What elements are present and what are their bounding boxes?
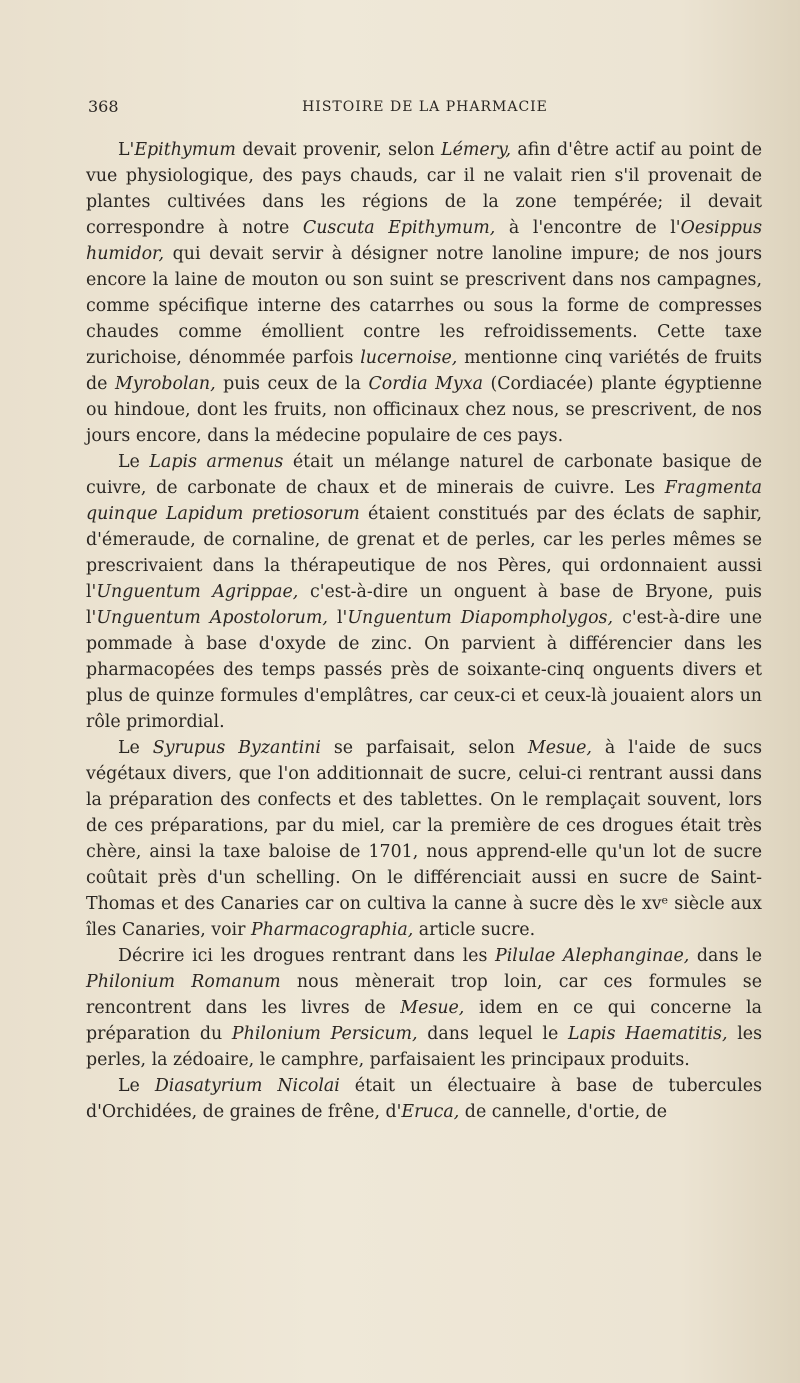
italic-term: Unguentum Diapompholygos, [347,608,613,628]
text-run: les perles, la zédoaire, le camphre, parfaisaient les principaux produits. [86,1024,763,1070]
italic-term: Cuscuta Epithymum, [302,218,496,238]
text-run: c'est-à-dire un onguent à base de Bryone, puis l' [86,582,762,628]
text-run: étaient constitués par des éclats de saphir, d'émeraude, de cornaline, de grenat et de perles, car les perles mêmes se prescrivaient dans la thérapeutique de nos Pères, qui ordonnaient aussi l' [86,504,762,602]
text-run: c'est-à-dire une pommade à base d'oxyde de zinc. On parvient à différencier dans les pharmacopées des temps passés près de soixante-cinq onguents divers et plus de quinze formules d'emplâtres, car ceux-ci et ceux-là jouaient alors un rôle primordial. [86,608,762,732]
paragraph-4 [86,943,762,1073]
paragraph-5 [86,1073,762,1125]
italic-term: Unguentum Apostolorum, [96,608,328,628]
page-number: 368 [88,97,119,116]
text-run: dans le [689,946,763,966]
text-run: Le [118,738,153,758]
text-run: afin d'être actif au point de vue physiologique, des pays chauds, car il ne valait rien s'il provenait de plantes cultivées dans les régions de la zone tempérée; il devait correspondre à notre [86,140,763,238]
italic-term: Mesue, [400,998,465,1018]
italic-term: Lapis armenus [149,452,284,472]
text-run: idem en ce qui concerne la préparation du [86,998,762,1044]
text-run: l' [327,608,348,628]
paragraph-1 [86,137,762,449]
text-run: à l'encontre de l' [495,218,681,238]
text-run: L' [118,140,135,160]
paragraph-3 [86,735,762,943]
text-run: à l'aide de sucs végétaux divers, que l'on additionnait de sucre, celui-ci rentrant aussi dans la préparation des confects et des tablettes. On le remplaçait souvent, lors de ces préparations, par du miel, car la première de ces drogues était très chère, ainsi la taxe baloise de 1701, nous apprend-elle qu'un lot de sucre coûtait près d'un schelling. On le différenciait aussi en sucre de Saint-Thomas et des Canaries car on cultiva la canne à sucre dès le xvᵉ siècle aux îles Canaries, voir [86,738,763,940]
italic-term: Eruca, [401,1102,460,1122]
paragraph-2 [86,449,762,735]
text-run: Le [118,452,150,472]
italic-term: Lapis Haematitis, [568,1024,728,1044]
text-run: mentionne cinq variétés de fruits de [86,348,762,394]
italic-term: Lémery, [441,140,511,160]
text-run: dans lequel le [417,1024,568,1044]
italic-term: Syrupus Byzantini [152,738,321,758]
italic-term: Myrobolan, [114,374,216,394]
text-run: était un électuaire à base de tubercules d'Orchidées, de graines de frêne, d' [86,1076,762,1122]
text-run: (Cordiacée) plante égyptienne ou hindoue, dont les fruits, non officinaux chez nous, se prescrivent, de nos jours encore, dans la médecine populaire de ces pays. [86,374,762,446]
italic-term: Diasatyrium Nicolai [154,1076,340,1096]
text-run: qui devait servir à désigner notre lanoline impure; de nos jours encore la laine de mouton ou son suint se prescrivent dans nos campagnes, comme spécifique interne des catarrhes ou sous la forme de compresses chaudes comme émollient contre les refroidissements. Cette taxe zurichoise, dénommée parfois [86,244,762,368]
running-title: HISTOIRE DE LA PHARMACIE [302,99,548,115]
italic-term: Unguentum Agrippae, [96,582,299,602]
page-header [88,97,762,121]
text-run: se parfaisait, selon [320,738,528,758]
text-run: de cannelle, d'ortie, de [459,1102,668,1122]
italic-term: Cordia Myxa [368,374,483,394]
italic-term: Fragmenta quinque Lapidum pretiosorum [86,478,762,524]
italic-term: Pharmacographia, [250,920,414,940]
italic-term: Oesippus humidor, [86,218,762,264]
text-run: article sucre. [413,920,536,940]
italic-term: Philonium Persicum, [231,1024,418,1044]
italic-term: Mesue, [527,738,592,758]
italic-term: lucernoise, [360,348,458,368]
text-run: était un mélange naturel de carbonate basique de cuivre, de carbonate de chaux et de minerais de cuivre. Les [86,452,762,498]
text-run: devait provenir, selon [235,140,442,160]
text-run: nous mènerait trop loin, car ces formules se rencontrent dans les livres de [86,972,762,1018]
text-run: Le [118,1076,155,1096]
body-text [86,137,762,1125]
italic-term: Philonium Romanum [86,972,281,992]
italic-term: Pilulae Alephanginae, [495,946,690,966]
italic-term: Epithymum [134,140,236,160]
text-run: Décrire ici les drogues rentrant dans les [118,946,495,966]
text-run: puis ceux de la [215,374,369,394]
